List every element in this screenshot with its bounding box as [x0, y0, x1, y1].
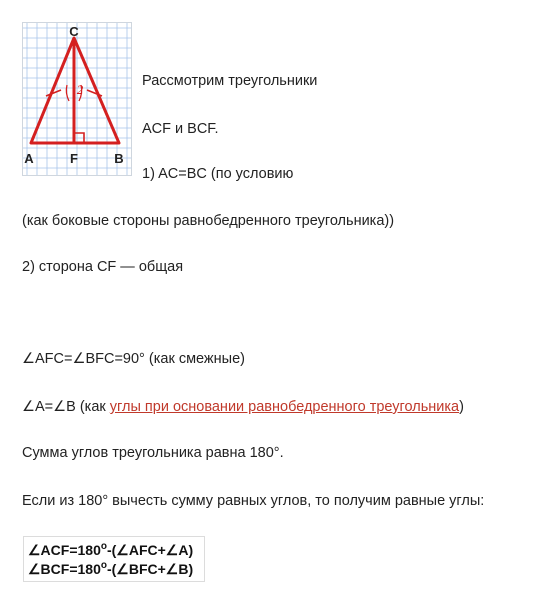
- base-angles-text: ∠A=∠B (как: [22, 399, 110, 415]
- base-angles-close: ): [459, 399, 464, 415]
- vertex-label-b: B: [114, 151, 124, 166]
- angle-mark-label: 2: [76, 82, 84, 97]
- paragraph-step-2: 2) сторона CF — общая: [22, 259, 184, 275]
- formula-line-2: [28, 560, 193, 577]
- vertex-label-a: A: [24, 151, 34, 166]
- paragraph-step-1-reason: (как боковые стороны равнобедренного треугольника)): [22, 213, 395, 229]
- formula-line-2-lhs: ∠BCF=180: [28, 561, 101, 577]
- paragraph-base-angles: [22, 398, 464, 416]
- formula-line-1-degree: o: [100, 541, 107, 552]
- paragraph-step-1: 1) AC=BC (по условию: [142, 166, 294, 182]
- formula-line-2-rhs: -(∠BFC+∠B): [106, 561, 194, 577]
- paragraph-right-angles: ∠AFC=∠BFC=90° (как смежные): [22, 351, 245, 367]
- vertex-label-c: C: [69, 24, 79, 39]
- formula-line-1-rhs: -(∠AFC+∠A): [106, 542, 194, 558]
- vertex-label-f: F: [70, 151, 78, 166]
- paragraph-subtract: Если из 180° вычесть сумму равных углов, то получим равные углы:: [22, 493, 485, 509]
- paragraph-consider-triangles: Рассмотрим треугольники: [142, 73, 318, 89]
- triangle-diagram: [23, 23, 131, 175]
- formula-line-1: [28, 541, 193, 558]
- paragraph-triangle-names: ACF и BCF.: [142, 121, 219, 137]
- formula-block: [24, 537, 204, 581]
- base-angles-link[interactable]: углы при основании равнобедренного треугольника: [109, 399, 460, 415]
- formula-line-1-lhs: ∠ACF=180: [28, 542, 101, 558]
- triangle-figure: [22, 22, 132, 176]
- formula-image: [23, 536, 205, 582]
- tick-mark-bc: [87, 90, 102, 96]
- formula-line-2-degree: o: [100, 560, 107, 571]
- paragraph-angle-sum: Сумма углов треугольника равна 180°.: [22, 445, 284, 461]
